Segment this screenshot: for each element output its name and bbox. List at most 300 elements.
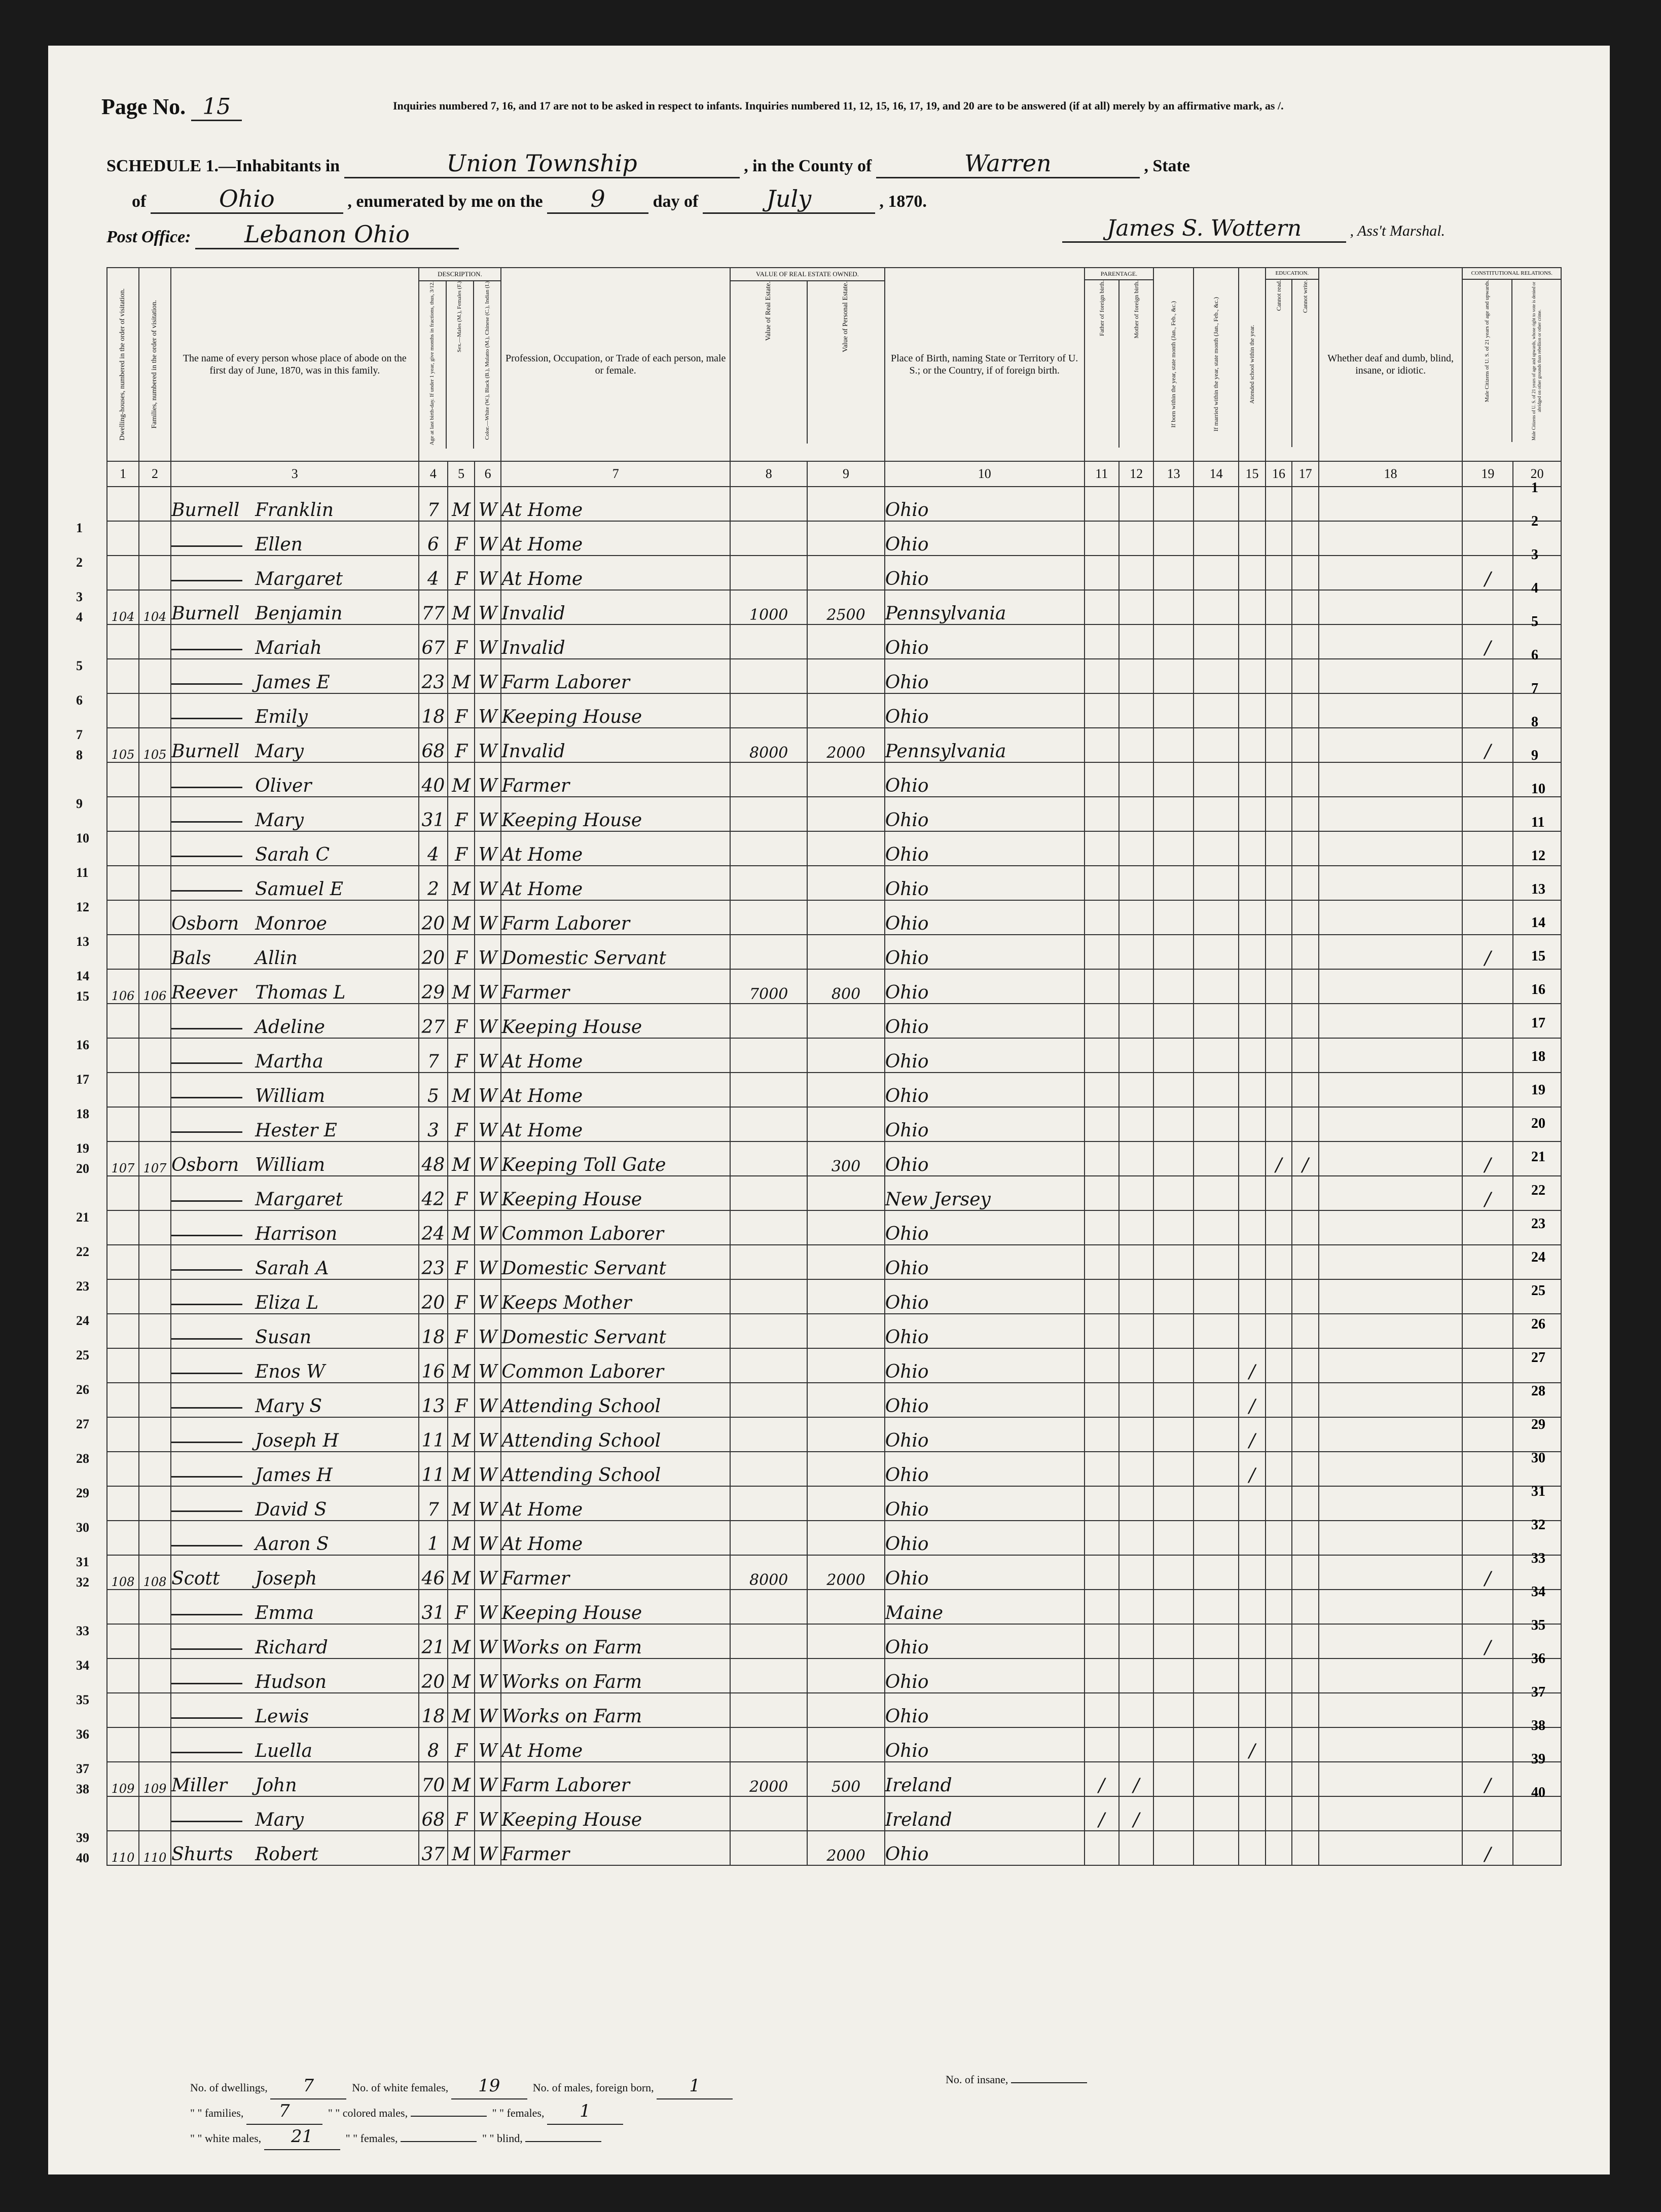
surname (171, 1442, 242, 1443)
family-number (139, 521, 171, 556)
table-row (107, 762, 1561, 797)
real-estate-cell (730, 1279, 807, 1314)
school-cell (1239, 831, 1266, 866)
citizen-cell (1462, 1314, 1513, 1348)
table-row (107, 1452, 1561, 1486)
family-number (139, 1590, 171, 1624)
cannot-write-cell (1292, 693, 1319, 728)
real-estate-cell: 7000 (730, 969, 807, 1004)
line-number: 1 (76, 521, 83, 535)
family-number (139, 797, 171, 831)
table-row (107, 1141, 1561, 1176)
table-row (107, 1348, 1561, 1383)
father-foreign-cell (1085, 487, 1119, 521)
col-head-4: Age at last birth-day. If under 1 year, give months in fractions, thus, 3/12. (429, 281, 436, 445)
father-foreign-cell (1085, 1004, 1119, 1038)
sex-cell: M (448, 1624, 475, 1658)
married-month-cell (1194, 556, 1239, 590)
personal-estate-cell (807, 1279, 884, 1314)
cannot-read-cell (1266, 797, 1292, 831)
col-num: 3 (171, 461, 418, 487)
born-month-cell (1153, 1624, 1194, 1658)
given-name: Margaret (255, 569, 343, 589)
age-cell: 20 (419, 1658, 448, 1693)
person-name (171, 1383, 418, 1417)
line-number: 3 (76, 589, 83, 604)
family-number (139, 693, 171, 728)
citizen-cell: / (1462, 624, 1513, 659)
colored-females-label: " " females, (345, 2132, 398, 2145)
county-value: Warren (876, 150, 1140, 178)
birthplace-cell: Ohio (885, 1693, 1085, 1727)
col-num: 19 (1462, 461, 1513, 487)
table-row (107, 1314, 1561, 1348)
occupation-cell: Common Laborer (501, 1348, 730, 1383)
school-cell (1239, 1038, 1266, 1073)
father-foreign-cell (1085, 1452, 1119, 1486)
surname: Shurts (171, 1844, 233, 1865)
personal-estate-cell (807, 1383, 884, 1417)
surname (171, 545, 242, 547)
right-line-number: 34 (1531, 1584, 1545, 1600)
disability-cell (1319, 1314, 1463, 1348)
birthplace-cell: Ohio (885, 935, 1085, 969)
col-num: 4 (419, 461, 448, 487)
occupation-cell: Keeping House (501, 1004, 730, 1038)
real-estate-cell (730, 521, 807, 556)
right-line-number: 36 (1531, 1651, 1545, 1667)
occupation-cell: Farmer (501, 1831, 730, 1865)
surname (171, 1131, 242, 1133)
age-cell: 23 (419, 1245, 448, 1279)
right-line-number: 3 (1531, 547, 1538, 563)
person-name (171, 831, 418, 866)
right-line-number: 8 (1531, 714, 1538, 730)
given-name: Mary S (255, 1396, 322, 1417)
dwelling-value: 105 (111, 748, 135, 762)
color-cell: W (475, 797, 501, 831)
born-month-cell (1153, 624, 1194, 659)
table-row (107, 969, 1561, 1004)
cannot-read-cell (1266, 1348, 1292, 1383)
cannot-read-cell (1266, 1521, 1292, 1555)
surname (171, 1683, 242, 1684)
father-foreign-cell (1085, 1693, 1119, 1727)
col-head-19: Male Citizens of U. S. of 21 years of age and upwards. (1484, 280, 1490, 402)
given-name: Joseph (255, 1568, 317, 1589)
real-estate-cell: 8000 (730, 728, 807, 762)
real-estate-cell (730, 1176, 807, 1210)
age-cell: 18 (419, 1693, 448, 1727)
birthplace-cell: Ohio (885, 693, 1085, 728)
person-name (171, 1038, 418, 1073)
father-foreign-cell (1085, 762, 1119, 797)
table-row (107, 487, 1561, 521)
blind-label: " " blind, (482, 2132, 523, 2145)
col-head-5: Sex.—Males (M.), Females (F.) (456, 281, 463, 352)
personal-estate-cell (807, 866, 884, 900)
occupation-cell: Farmer (501, 1555, 730, 1590)
father-foreign-cell (1085, 1417, 1119, 1452)
col-num: 9 (807, 461, 884, 487)
school-cell (1239, 797, 1266, 831)
surname (171, 1097, 242, 1098)
family-number (139, 1176, 171, 1210)
line-number: 30 (76, 1520, 89, 1535)
personal-estate-cell (807, 1176, 884, 1210)
real-estate-cell (730, 797, 807, 831)
occupation-cell: Keeping House (501, 797, 730, 831)
mother-foreign-cell (1119, 693, 1153, 728)
line-number: 33 (76, 1624, 89, 1638)
citizen-cell (1462, 797, 1513, 831)
family-number (139, 1624, 171, 1658)
family-number (139, 831, 171, 866)
cannot-write-cell (1292, 1073, 1319, 1107)
personal-estate-cell: 2000 (807, 1831, 884, 1865)
surname (171, 1304, 242, 1305)
dwelling-number (76, 556, 139, 604)
personal-estate-cell (807, 900, 884, 935)
disability-cell (1319, 693, 1463, 728)
cannot-write-cell (1292, 1796, 1319, 1831)
disability-cell (1319, 659, 1463, 693)
cannot-read-cell (1266, 521, 1292, 556)
line-number: 11 (76, 865, 89, 880)
occupation-cell: Farmer (501, 762, 730, 797)
given-name: Martha (255, 1051, 323, 1072)
cannot-read-cell (1266, 1555, 1292, 1590)
color-cell: W (475, 1521, 501, 1555)
table-row (107, 728, 1561, 762)
sex-cell: M (448, 1658, 475, 1693)
family-number (139, 1521, 171, 1555)
right-line-number: 6 (1531, 647, 1538, 663)
cannot-read-cell (1266, 762, 1292, 797)
person-name (171, 969, 418, 1004)
born-month-cell (1153, 487, 1194, 521)
color-cell: W (475, 728, 501, 762)
table-row (107, 900, 1561, 935)
family-number: 106 (139, 969, 171, 1004)
age-cell: 13 (419, 1383, 448, 1417)
surname (171, 1373, 242, 1374)
birthplace-cell: Ohio (885, 1727, 1085, 1762)
col-head-6: Color.—White (W.), Black (B.), Mulatto (M.), Chinese (C.), Indian (I.) (484, 281, 490, 440)
real-estate-cell (730, 487, 807, 521)
citizen-cell (1462, 1796, 1513, 1831)
line-number: 40 (76, 1851, 89, 1865)
foreign-males-label: No. of males, foreign born, (532, 2081, 654, 2094)
white-females-value: 19 (451, 2073, 527, 2099)
line-number: 4 (76, 610, 83, 624)
real-estate-cell (730, 831, 807, 866)
given-name: Susan (255, 1327, 312, 1348)
born-month-cell (1153, 1486, 1194, 1521)
col-head-16: Cannot read. (1275, 280, 1282, 311)
line-number: 12 (76, 900, 89, 914)
col-num: 2 (139, 461, 171, 487)
mother-foreign-cell (1119, 1452, 1153, 1486)
birthplace-cell: Ohio (885, 521, 1085, 556)
citizen-cell: / (1462, 1141, 1513, 1176)
col-head-11: Father of foreign birth. (1098, 280, 1105, 337)
surname (171, 683, 242, 685)
right-line-number: 10 (1531, 781, 1545, 797)
family-number (139, 1727, 171, 1762)
right-line-number: 27 (1531, 1350, 1545, 1366)
cannot-write-cell (1292, 1590, 1319, 1624)
father-foreign-cell (1085, 1486, 1119, 1521)
mother-foreign-cell (1119, 1521, 1153, 1555)
person-name (171, 659, 418, 693)
given-name: Hudson (255, 1672, 327, 1692)
birthplace-cell: Ohio (885, 1141, 1085, 1176)
cannot-read-cell (1266, 1004, 1292, 1038)
father-foreign-cell: / (1085, 1796, 1119, 1831)
line-number: 5 (76, 658, 83, 673)
occupation-cell: Farmer (501, 969, 730, 1004)
married-month-cell (1194, 590, 1239, 624)
schedule-line (106, 150, 1190, 178)
families-value: 7 (246, 2098, 322, 2125)
surname: Burnell (171, 603, 240, 624)
cannot-read-cell (1266, 659, 1292, 693)
mother-foreign-cell (1119, 1004, 1153, 1038)
disability-cell (1319, 969, 1463, 1004)
person-name (171, 1314, 418, 1348)
census-sheet (48, 46, 1610, 2174)
occupation-cell: At Home (501, 556, 730, 590)
sex-cell: F (448, 624, 475, 659)
surname: Osborn (171, 913, 239, 934)
table-row (107, 1762, 1561, 1796)
person-name (171, 1176, 418, 1210)
disability-cell (1319, 1658, 1463, 1693)
married-month-cell (1194, 1279, 1239, 1314)
real-estate-cell (730, 1658, 807, 1693)
mother-foreign-cell (1119, 1210, 1153, 1245)
mother-foreign-cell (1119, 487, 1153, 521)
married-month-cell (1194, 762, 1239, 797)
table-row (107, 797, 1561, 831)
father-foreign-cell (1085, 659, 1119, 693)
given-name: John (255, 1775, 297, 1796)
born-month-cell (1153, 1555, 1194, 1590)
sex-cell: F (448, 1590, 475, 1624)
right-line-number: 24 (1531, 1249, 1545, 1265)
given-name: Samuel E (255, 879, 344, 900)
color-cell: W (475, 624, 501, 659)
family-number: 105 (139, 728, 171, 762)
age-cell: 11 (419, 1417, 448, 1452)
cannot-read-cell (1266, 1486, 1292, 1521)
school-cell (1239, 969, 1266, 1004)
insane-count (946, 2073, 1087, 2086)
surname: Miller (171, 1775, 227, 1796)
color-cell: W (475, 1348, 501, 1383)
given-name: Luella (255, 1741, 312, 1761)
family-number (139, 1383, 171, 1417)
right-line-number: 18 (1531, 1049, 1545, 1064)
citizen-cell (1462, 762, 1513, 797)
person-name (171, 1348, 418, 1383)
father-foreign-cell (1085, 935, 1119, 969)
line-number: 38 (76, 1782, 89, 1796)
surname (171, 787, 242, 788)
occupation-cell: Farm Laborer (501, 1762, 730, 1796)
dwelling-number (76, 659, 139, 708)
cannot-read-cell (1266, 487, 1292, 521)
dwelling-number (76, 728, 139, 762)
married-month-cell (1194, 1624, 1239, 1658)
real-estate-cell (730, 1073, 807, 1107)
color-cell: W (475, 1176, 501, 1210)
disability-cell (1319, 1796, 1463, 1831)
person-name (171, 762, 418, 797)
col-num: 12 (1119, 461, 1153, 487)
right-line-number: 33 (1531, 1551, 1545, 1566)
given-name: Harrison (255, 1224, 338, 1244)
mother-foreign-cell (1119, 1176, 1153, 1210)
col-head-1: Dwelling-houses, numbered in the order of visitation. (107, 268, 139, 461)
table-row (107, 1590, 1561, 1624)
age-cell: 20 (419, 935, 448, 969)
col-head-education: EDUCATION. Cannot read. Cannot write. (1266, 268, 1319, 461)
personal-estate-cell: 500 (807, 1762, 884, 1796)
occupation-cell: At Home (501, 831, 730, 866)
married-month-cell (1194, 1452, 1239, 1486)
right-line-number: 40 (1531, 1785, 1545, 1800)
father-foreign-cell (1085, 797, 1119, 831)
personal-estate-cell (807, 762, 884, 797)
school-cell (1239, 693, 1266, 728)
given-name: Eliza L (255, 1293, 319, 1313)
enumerated-label: , enumerated by me on the (347, 192, 543, 211)
col-num: 11 (1085, 461, 1119, 487)
born-month-cell (1153, 1314, 1194, 1348)
born-month-cell (1153, 1176, 1194, 1210)
cannot-read-cell (1266, 1590, 1292, 1624)
birthplace-cell: Ohio (885, 624, 1085, 659)
age-cell: 20 (419, 900, 448, 935)
age-cell: 29 (419, 969, 448, 1004)
disability-cell (1319, 1762, 1463, 1796)
birthplace-cell: Ohio (885, 1417, 1085, 1452)
family-number (139, 556, 171, 590)
cannot-write-cell (1292, 1107, 1319, 1141)
color-cell: W (475, 659, 501, 693)
occupation-cell: At Home (501, 866, 730, 900)
cannot-write-cell (1292, 624, 1319, 659)
real-estate-cell (730, 1727, 807, 1762)
foreign-females-label: " " females, (492, 2107, 545, 2119)
dwelling-value: 109 (111, 1782, 135, 1796)
given-name: Ellen (255, 534, 303, 555)
line-number: 19 (76, 1141, 89, 1156)
school-cell (1239, 1004, 1266, 1038)
mother-foreign-cell (1119, 797, 1153, 831)
born-month-cell (1153, 1521, 1194, 1555)
disability-cell (1319, 487, 1463, 521)
disability-cell (1319, 797, 1463, 831)
line-number: 14 (76, 969, 89, 983)
given-name: Mary (255, 810, 304, 831)
person-name (171, 1555, 418, 1590)
citizen-cell (1462, 831, 1513, 866)
disability-cell (1319, 1383, 1463, 1417)
age-cell: 68 (419, 728, 448, 762)
right-line-number: 17 (1531, 1015, 1545, 1031)
cannot-write-cell (1292, 831, 1319, 866)
school-cell (1239, 487, 1266, 521)
school-cell (1239, 556, 1266, 590)
surname (171, 718, 242, 719)
real-estate-cell (730, 1107, 807, 1141)
given-name: Emily (255, 707, 308, 727)
surname (171, 1269, 242, 1271)
personal-estate-cell (807, 556, 884, 590)
disability-cell (1319, 1107, 1463, 1141)
born-month-cell (1153, 1004, 1194, 1038)
school-cell (1239, 1555, 1266, 1590)
occupation-cell: Common Laborer (501, 1210, 730, 1245)
married-month-cell (1194, 1176, 1239, 1210)
born-month-cell (1153, 1727, 1194, 1762)
mother-foreign-cell (1119, 1073, 1153, 1107)
mother-foreign-cell: / (1119, 1762, 1153, 1796)
of-label: of (132, 192, 147, 211)
insane-value (1011, 2082, 1087, 2083)
citizen-cell: / (1462, 556, 1513, 590)
col-head-value: VALUE OF REAL ESTATE OWNED. Value of Real Estate. Value of Personal Estate. (730, 268, 885, 461)
surname: Bals (171, 948, 211, 969)
personal-estate-cell: 300 (807, 1141, 884, 1176)
cannot-write-cell (1292, 1210, 1319, 1245)
cannot-read-cell (1266, 831, 1292, 866)
person-name (171, 797, 418, 831)
occupation-cell: At Home (501, 1107, 730, 1141)
citizen-cell (1462, 1590, 1513, 1624)
line-number: 39 (76, 1830, 89, 1845)
sex-cell: F (448, 1176, 475, 1210)
dwelling-number (76, 1004, 139, 1052)
cannot-read-cell (1266, 1727, 1292, 1762)
age-cell: 67 (419, 624, 448, 659)
right-line-number: 4 (1531, 580, 1538, 596)
real-estate-cell (730, 659, 807, 693)
disability-cell (1319, 1176, 1463, 1210)
real-estate-cell (730, 556, 807, 590)
cannot-read-cell (1266, 1796, 1292, 1831)
color-cell: W (475, 1486, 501, 1521)
cannot-write-cell (1292, 762, 1319, 797)
person-name (171, 1658, 418, 1693)
cannot-read-cell (1266, 624, 1292, 659)
sex-cell: F (448, 693, 475, 728)
citizen-cell: / (1462, 1831, 1513, 1865)
family-number (139, 1658, 171, 1693)
birthplace-cell: Ohio (885, 1452, 1085, 1486)
schedule-label: SCHEDULE 1.—Inhabitants in (106, 157, 340, 175)
cannot-read-cell (1266, 1831, 1292, 1865)
color-cell: W (475, 1796, 501, 1831)
person-name (171, 1796, 418, 1831)
occupation-cell: At Home (501, 1486, 730, 1521)
line-number: 25 (76, 1348, 89, 1362)
age-cell: 18 (419, 693, 448, 728)
mother-foreign-cell (1119, 900, 1153, 935)
